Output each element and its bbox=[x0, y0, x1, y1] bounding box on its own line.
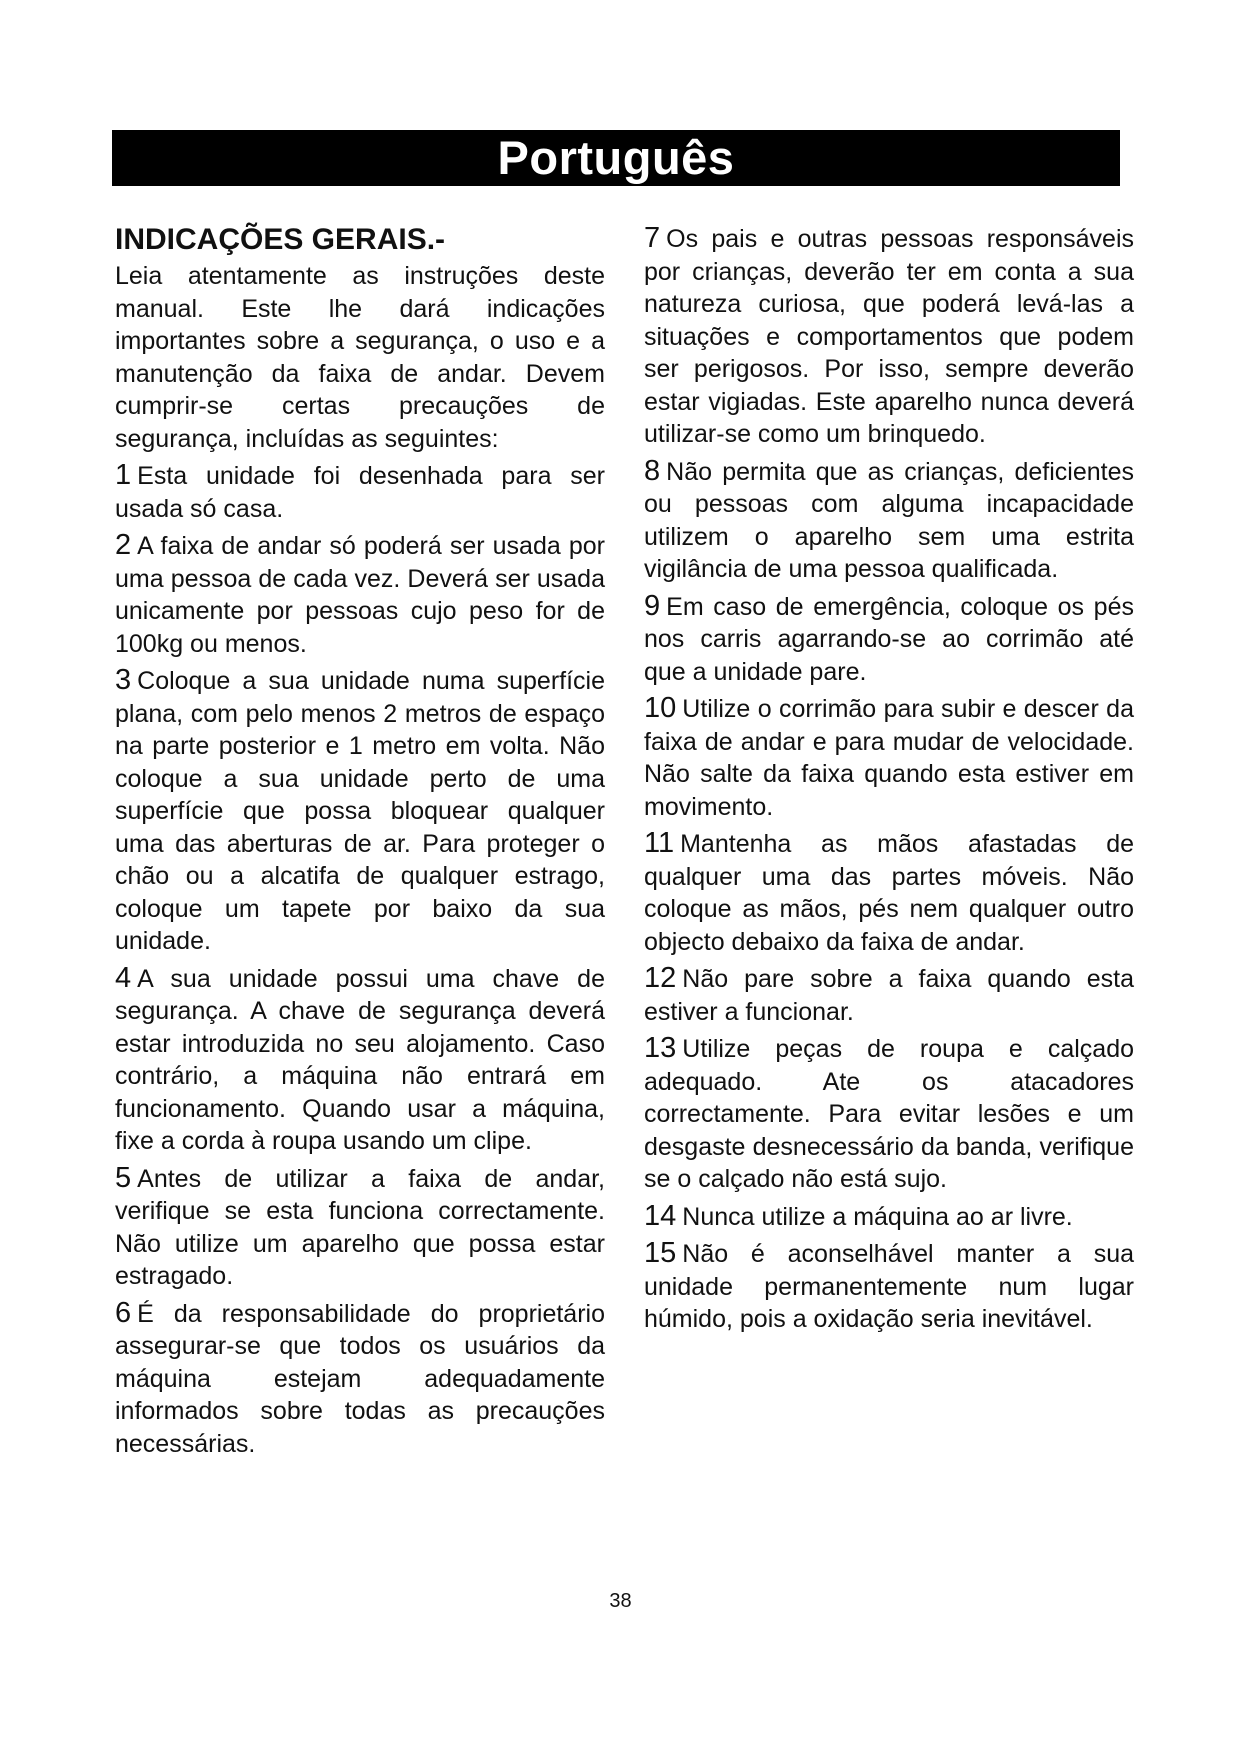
item-text: A sua unidade possui uma chave de segurança. A chave de segurança deverá estar introduzida no seu alojamento. Caso contrário, a máquina não entrará em funcionamento. Quando usar a máquina, fixe a corda à roupa usando um clipe. bbox=[115, 964, 605, 1155]
safety-item-4 bbox=[115, 962, 605, 1158]
intro-paragraph: Leia atentamente as instruções deste manual. Este lhe dará indicações importantes sobre a segurança, o uso e a manutenção da faixa de andar. Devem cumprir-se certas precauções de segurança, incluídas as seguintes: bbox=[115, 262, 605, 453]
item-number: 7 bbox=[644, 222, 661, 254]
item-text: Utilize peças de roupa e calçado adequado. Ate os atacadores correctamente. Para evitar lesões e um desgaste desnecessário da banda, verifique se o calçado não está sujo. bbox=[644, 1035, 1134, 1193]
item-number: 11 bbox=[644, 827, 675, 859]
item-number: 12 bbox=[644, 962, 677, 994]
item-text: Não é aconselhável manter a sua unidade permanentemente num lugar húmido, pois a oxidação seria inevitável. bbox=[644, 1240, 1134, 1333]
safety-item-1 bbox=[115, 459, 605, 525]
safety-item-13 bbox=[644, 1032, 1134, 1196]
item-number: 14 bbox=[644, 1199, 677, 1232]
item-text: É da responsabilidade do proprietário assegurar-se que todos os usuários da máquina estejam adequadamente informados sobre todas as precauções necessárias. bbox=[115, 1299, 605, 1458]
item-text: A faixa de andar só poderá ser usada por uma pessoa de cada vez. Deverá ser usada unicamente por pessoas cujo peso for de 100kg ou menos. bbox=[115, 532, 605, 658]
right-column bbox=[644, 222, 1134, 1340]
item-number: 13 bbox=[644, 1032, 677, 1064]
item-text: Não permita que as crianças, deficientes ou pessoas com alguma incapacidade utilizem o aparelho sem uma estrita vigilância de uma pessoa qualificada. bbox=[644, 457, 1134, 583]
item-number: 1 bbox=[115, 459, 132, 491]
item-text: Antes de utilizar a faixa de andar, verifique se esta funciona correctamente. Não utilize um aparelho que possa estar estragado. bbox=[115, 1164, 605, 1290]
item-text: Coloque a sua unidade numa superfície plana, com pelo menos 2 metros de espaço na parte posterior e 1 metro em volta. Não coloque a sua unidade perto de uma superfície que possa bloquear qualquer uma das aberturas de ar. Para proteger o chão ou a alcatifa de qualquer estrago, coloque um tapete por baixo da sua unidade. bbox=[115, 667, 605, 955]
item-number: 6 bbox=[115, 1296, 132, 1329]
safety-item-7 bbox=[644, 222, 1134, 451]
item-number: 3 bbox=[115, 664, 132, 696]
safety-item-5 bbox=[115, 1162, 605, 1293]
item-number: 9 bbox=[644, 589, 661, 622]
item-number: 15 bbox=[644, 1237, 677, 1269]
item-number: 2 bbox=[115, 529, 132, 561]
item-number: 5 bbox=[115, 1161, 132, 1194]
safety-item-3 bbox=[115, 664, 605, 958]
safety-item-10 bbox=[644, 692, 1134, 823]
item-number: 8 bbox=[644, 454, 661, 487]
safety-item-12 bbox=[644, 962, 1134, 1028]
item-text: Utilize o corrimão para subir e descer da faixa de andar e para mudar de velocidade. Não salte da faixa quando esta estiver em movimento. bbox=[644, 695, 1134, 821]
item-text: Nunca utilize a máquina ao ar livre. bbox=[682, 1202, 1073, 1231]
section-title: INDICAÇÕES GERAIS.- bbox=[115, 223, 446, 256]
item-text: Esta unidade foi desenhada para ser usada só casa. bbox=[115, 462, 605, 523]
safety-item-11 bbox=[644, 827, 1134, 958]
left-column bbox=[115, 222, 605, 1464]
item-text: Em caso de emergência, coloque os pés nos carris agarrando-se ao corrimão até que a unidade pare. bbox=[644, 592, 1134, 686]
safety-item-8 bbox=[644, 455, 1134, 586]
language-header: Português bbox=[112, 130, 1120, 186]
safety-item-15 bbox=[644, 1237, 1134, 1336]
safety-item-2 bbox=[115, 529, 605, 660]
safety-item-14 bbox=[644, 1200, 1134, 1234]
item-number: 10 bbox=[644, 692, 677, 724]
item-text: Não pare sobre a faixa quando esta estiver a funcionar. bbox=[644, 965, 1134, 1026]
safety-item-9 bbox=[644, 590, 1134, 689]
item-number: 4 bbox=[115, 961, 132, 994]
item-text: Mantenha as mãos afastadas de qualquer uma das partes móveis. Não coloque as mãos, pés nem qualquer outro objecto debaixo da faixa de andar. bbox=[644, 830, 1134, 956]
item-text: Os pais e outras pessoas responsáveis por crianças, deverão ter em conta a sua natureza curiosa, que poderá levá-las a situações e comportamentos que podem ser perigosos. Por isso, sempre deverão estar vigiadas. Este aparelho nunca deverá utilizar-se como um brinquedo. bbox=[644, 225, 1134, 448]
safety-item-6 bbox=[115, 1297, 605, 1461]
page-number: 38 bbox=[609, 1590, 632, 1612]
